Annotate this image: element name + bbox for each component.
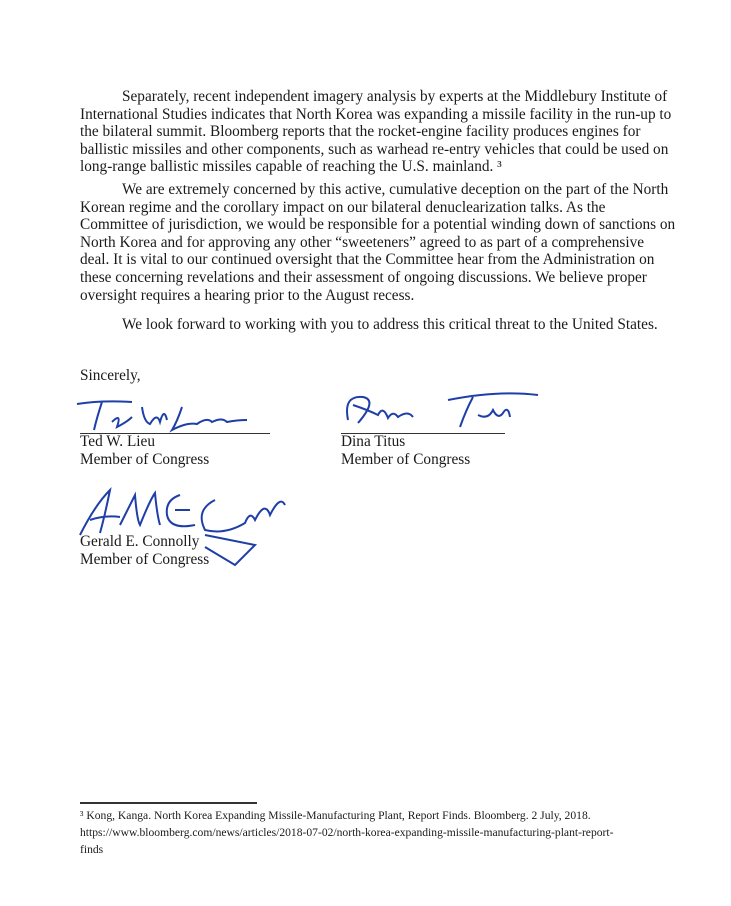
paragraph-1 bbox=[80, 88, 680, 176]
signer-title: Member of Congress bbox=[80, 451, 210, 468]
line: Separately, recent independent imagery analysis by experts at the Middlebury Institute of bbox=[122, 88, 668, 105]
line: deal. It is vital to our continued oversight that the Committee hear from the Administration on bbox=[80, 251, 655, 269]
footnote-rule bbox=[80, 802, 257, 804]
line: Committee of jurisdiction, we would be responsible for a potential winding down of sanctions on bbox=[80, 216, 676, 234]
line: We look forward to working with you to address this critical threat to the United States. bbox=[122, 316, 658, 333]
signer-name: Ted W. Lieu bbox=[80, 433, 155, 450]
signer-title: Member of Congress bbox=[80, 551, 210, 568]
signer-name: Gerald E. Connolly bbox=[80, 533, 200, 550]
line: oversight requires a hearing prior to the August recess. bbox=[80, 286, 415, 304]
footnote-line: https://www.bloomberg.com/news/articles/2018-07-02/north-korea-expanding-missile-manufacturing-plant-report- bbox=[80, 826, 614, 839]
line: long-range ballistic missiles capable of reaching the U.S. mainland. ³ bbox=[80, 158, 502, 176]
line: International Studies indicates that North Korea was expanding a missile facility in the run-up to bbox=[80, 105, 672, 123]
line: North Korea and for approving any other “sweeteners” agreed to as part of a comprehensive bbox=[80, 233, 645, 251]
signer-name: Dina Titus bbox=[341, 433, 406, 450]
line: the bilateral summit. Bloomberg reports that the rocket-engine facility produces engines for bbox=[80, 123, 641, 141]
paragraph-3 bbox=[80, 316, 680, 334]
footnote bbox=[80, 807, 614, 858]
line: these concerning revelations and their assessment of ongoing discussions. We believe proper bbox=[80, 268, 647, 286]
paragraph-2 bbox=[80, 181, 680, 304]
signer-title: Member of Congress bbox=[341, 451, 471, 468]
line: ballistic missiles and other components, such as warhead re-entry vehicles that could be used on bbox=[80, 140, 669, 158]
signature-lieu bbox=[72, 392, 272, 437]
footnote-line: ³ Kong, Kanga. North Korea Expanding Missile-Manufacturing Plant, Report Finds. Bloomberg. 2 July, 2018. bbox=[80, 809, 591, 822]
line: We are extremely concerned by this active, cumulative deception on the part of the North bbox=[122, 181, 669, 198]
signature-titus bbox=[338, 385, 548, 435]
footnote-line: finds bbox=[80, 843, 104, 856]
line: Korean regime and the corollary impact on our bilateral denuclearization talks. As the bbox=[80, 198, 606, 216]
closing: Sincerely, bbox=[80, 367, 141, 384]
